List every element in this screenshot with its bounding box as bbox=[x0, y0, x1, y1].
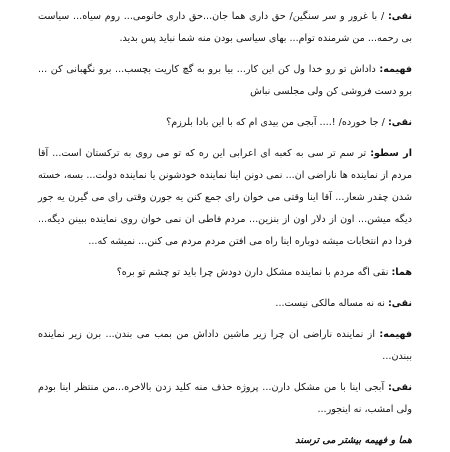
dialogue-line-7 bbox=[38, 324, 412, 368]
dialogue-text: / جا خورده/ !.... آبجی من بیدی ام که با این بادا بلرزم؟ bbox=[166, 117, 388, 128]
speaker-name: هما: bbox=[391, 267, 412, 278]
dialogue-text: آبجی اینا با من مشکل دارن... پروژه حذف منه کلید زدن بالاخره...من منتظر اینا بودم ولی امشب، نه اینجور... bbox=[38, 382, 412, 415]
dialogue-text: تر سم تر سی به کعبه ای اعرابی این ره که تو می روی به ترکستان است... آقا مردم از نماینده ها ناراضی ان... نمی دونن اینا نماینده خودشونن یا نماینده دولت... بسه، خسته شدن چقدر شعار... آقا اینا وقتی می خوان رای جمع کنن یه جورن وقتی رای می گیرن یه جور دیگه میشن... اون از دلار اون از بنزین... مردم فاطی ان نمی خوان روی نماینده ببینن دیگه... فردا دم انتخابات میشه دوباره اینا راه می افتن مردم مردم می کنن... نمیشه که... bbox=[38, 148, 412, 247]
dialogue-line-4 bbox=[38, 143, 412, 253]
dialogue-text: نه نه مساله مالکی نیست... bbox=[275, 298, 388, 309]
dialogue-text: / با غرور و سر سنگین/ حق داری هما جان...حق داری خانومی... روم سیاه... سیاست بی رحمه... من شرمنده توام... بهای سیاسی بودن منه شما نباید پس بدید. bbox=[38, 11, 412, 44]
speaker-name: فهیمه: bbox=[379, 329, 412, 340]
dialogue-line-8 bbox=[38, 377, 412, 421]
dialogue-line-1 bbox=[38, 6, 412, 50]
speaker-name: فهیمه: bbox=[379, 64, 412, 75]
speaker-name: نقی: bbox=[387, 11, 412, 22]
dialogue-line-3 bbox=[38, 112, 412, 134]
dialogue-text: نقی اگه مردم با نماینده مشکل دارن دودش چرا باید تو چشم تو بره؟ bbox=[116, 267, 392, 278]
dialogue-line-6 bbox=[38, 293, 412, 315]
dialogue-text: داداش تو رو خدا ول کن این کار... بیا برو به گچ کاریت بچسب... برو نگهبانی کن ... برو دست فروشی کن ولی مجلسی نباش bbox=[38, 64, 412, 97]
stage-direction: هما و فهیمه بیشتر می ترسند bbox=[295, 435, 412, 446]
speaker-name: نقی: bbox=[387, 382, 412, 393]
speaker-name: نقی: bbox=[387, 117, 412, 128]
dialogue-line-5 bbox=[38, 262, 412, 284]
speaker-name: ار سطو: bbox=[370, 148, 412, 159]
dialogue-line-2 bbox=[38, 59, 412, 103]
dialogue-text: از نماینده ناراضی ان چرا زیر ماشین داداش من بمب می بندن... برن زیر نماینده ببندن... bbox=[38, 329, 412, 362]
speaker-name: نقی: bbox=[387, 298, 412, 309]
